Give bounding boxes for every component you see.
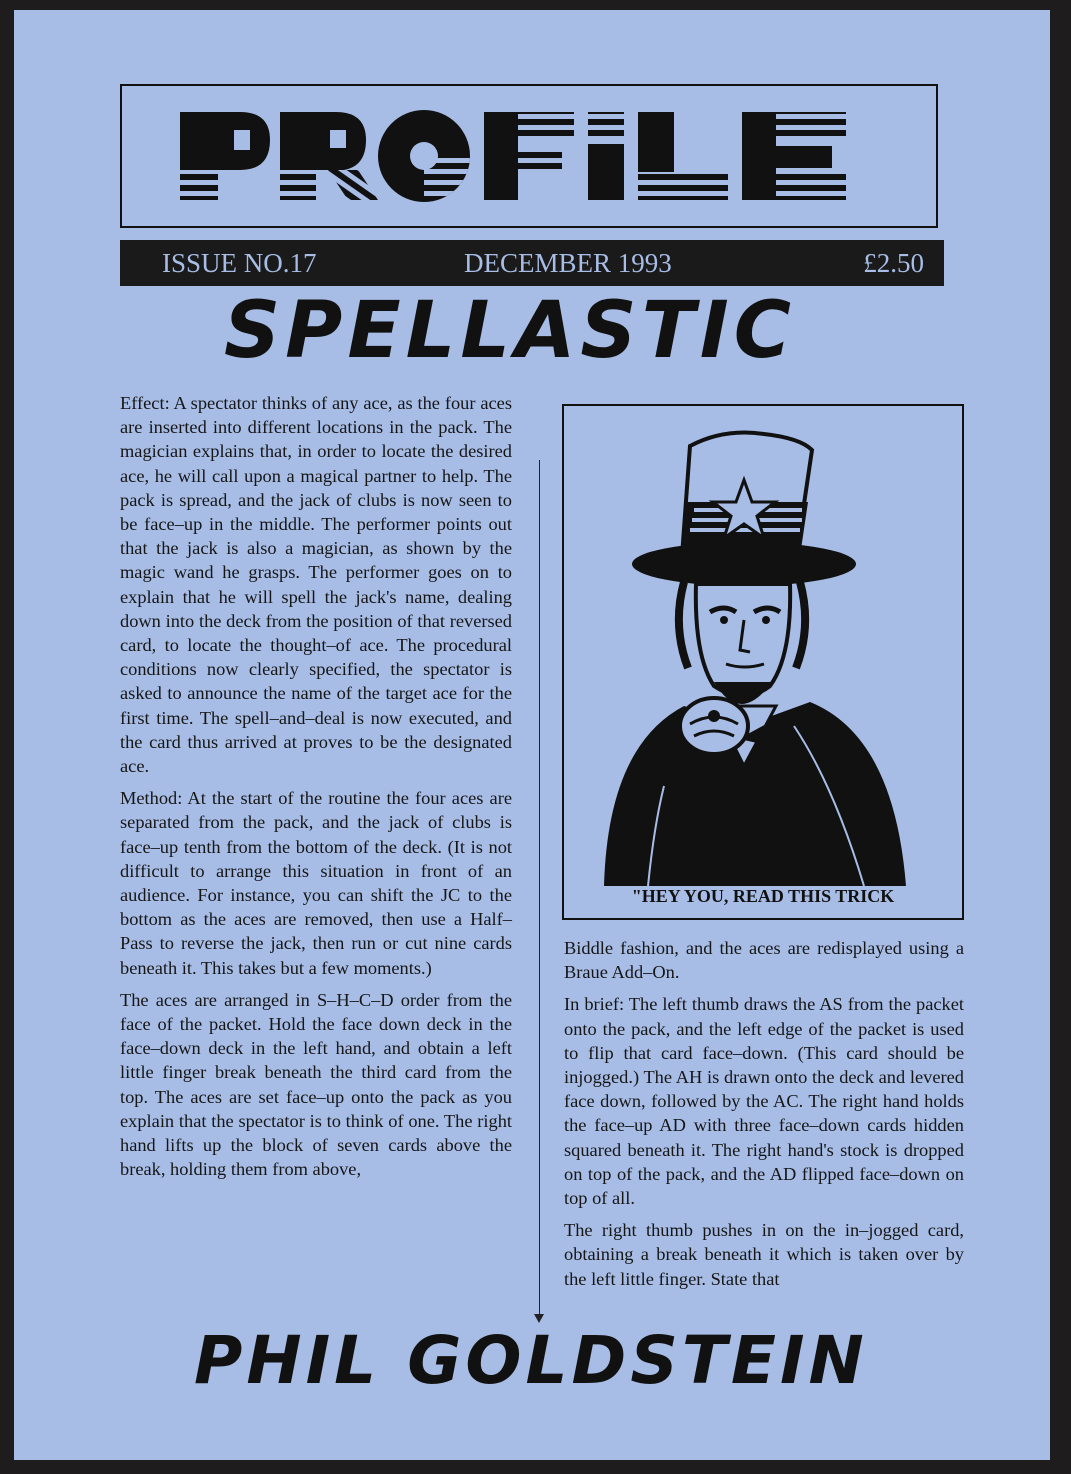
masthead-frame [120, 84, 938, 228]
logo-letter-e [742, 112, 846, 200]
paragraph-biddle: Biddle fashion, and the aces are redisplayed using a Braue Add–On. [564, 938, 964, 983]
logo-letter-r [280, 112, 378, 200]
illustration-frame [562, 404, 964, 920]
column-divider [539, 460, 540, 1318]
paragraph-in-brief: In brief: The left thumb draws the AS from the packet onto the pack, and the left edge of the packet is used to flip that card face–down. (This card should be injogged.) The AH is drawn onto the deck and levered face down, followed by the AC. The right hand holds the face–up AD with three face–down cards hidden squared beneath it. The right hand's stock is dropped on top of the pack, and the AD flipped face–down on top of all. [564, 994, 964, 1209]
logo-letter-f [484, 112, 574, 200]
issue-number: ISSUE NO.17 [162, 248, 317, 278]
paragraph-effect: Effect: A spectator thinks of any ace, as the four aces are inserted into different locations in the pack. The magician explains that, in order to locate the desired ace, he will call upon a magical partner to help. The pack is spread, and the jack of clubs is now seen to be face–up in the middle. The performer points out that the jack is also a magician, as shown by the magic wand he grasps. The performer goes on to explain that he will spell the jack's name, dealing down into the deck from the position of that reversed card, to locate the thought–of ace. The procedural conditions now clearly specified, the spectator is asked to announce the name of the target ace for the first time. The spell–and–deal is now executed, and the card thus arrived at proves to be the designated ace. [120, 393, 512, 777]
logo-letter-p [180, 112, 270, 200]
logo-letter-o [378, 110, 470, 202]
paragraph-right-thumb: The right thumb pushes in on the in–jogged card, obtaining a break beneath it which is taken over by the left little finger. State that [564, 1220, 964, 1289]
issue-price: £2.50 [863, 248, 924, 278]
logo-letter-i [588, 112, 624, 200]
issue-date: DECEMBER 1993 [464, 248, 672, 278]
paragraph-method: Method: At the start of the routine the four aces are separated from the pack, and the jack of clubs is face–up tenth from the bottom of the deck. (It is not difficult to arrange this situation in front of an audience. For instance, you can shift the JC to the bottom as the aces are removed, then use a Half–Pass to reverse the jack, then run or cut nine cards beneath it. This takes but a few moments.) [120, 788, 512, 978]
article-author: PHIL GOLDSTEIN [194, 1322, 868, 1399]
paragraph-aces-order: The aces are arranged in S–H–C–D order from the face of the packet. Hold the face down deck in the face–down deck in the left hand, and obtain a left little finger break beneath the third card from the top. The aces are set face–up onto the pack as you explain that the spectator is to think of one. The right hand lifts up the block of seven cards above the break, holding them from above, [120, 989, 512, 1180]
illustration-caption: "HEY YOU, READ THIS TRICK [631, 886, 895, 906]
magazine-page [14, 10, 1050, 1460]
left-column [120, 391, 512, 1190]
uncle-sam-illustration [564, 406, 962, 918]
article-title: SPELLASTIC [224, 286, 797, 376]
masthead-logo [122, 86, 940, 230]
logo-letter-l [638, 112, 728, 200]
issue-info-bar [120, 240, 944, 286]
right-column [564, 936, 964, 1299]
